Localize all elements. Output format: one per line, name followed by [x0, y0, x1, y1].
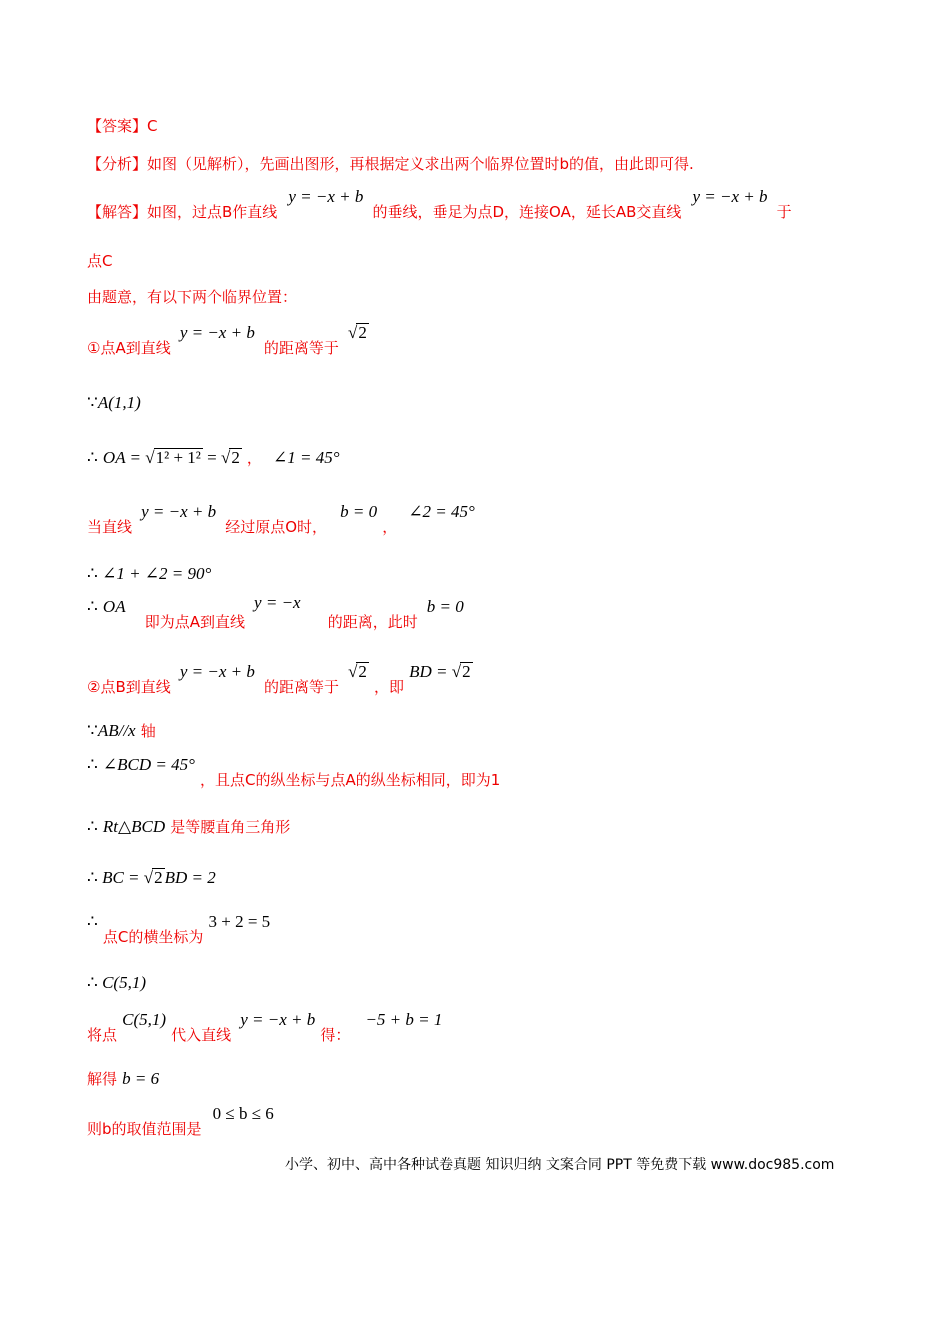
text: 是等腰直角三角形 [170, 818, 291, 836]
text: 轴 [140, 722, 156, 740]
b6: b = 6 [122, 1069, 160, 1088]
point-c [87, 974, 146, 991]
substitute-line [87, 1010, 443, 1044]
text: ，且点C的纵坐标与点A的纵坐标相同，即为1 [200, 771, 501, 789]
text: 即为点A到直线 [144, 613, 245, 631]
sqrt-radicand: 2 [358, 662, 367, 681]
line-through-origin [87, 502, 475, 536]
text: 的距离等于 [263, 339, 339, 357]
bcd-formula: ∠BCD = 45° [102, 755, 195, 774]
therefore-symbol: ∴ [87, 868, 98, 887]
eq: = [202, 448, 221, 467]
text: 于 [776, 203, 792, 221]
text: 的垂线，垂足为点D，连接OA，延长AB交直线 [372, 203, 682, 221]
text: 解得 [87, 1070, 118, 1088]
formula-line0: y = −x [254, 593, 301, 612]
bd-left: BD = [409, 662, 452, 681]
case1-line [87, 323, 369, 357]
solution-line-3: 由题意，有以下两个临界位置： [87, 288, 298, 306]
angle-sum [87, 565, 211, 582]
formula-line: y = −x + b [288, 187, 364, 206]
text: 则b的取值范围是 [87, 1120, 202, 1138]
therefore-symbol: ∴ [87, 448, 98, 467]
text: ②点B到直线 [87, 678, 171, 696]
angle2: ∠2 = 45° [408, 502, 475, 521]
therefore-symbol: ∴ [87, 597, 98, 616]
comma: ， [382, 518, 398, 536]
formula-sqrt2: √2 [348, 323, 367, 342]
text: ①点A到直线 [87, 339, 171, 357]
text: ，即 [374, 678, 405, 696]
oa-radicand: 1² + 1² [155, 448, 201, 467]
comma: ， [246, 449, 262, 467]
point-c-formula: C(5,1) [122, 1010, 167, 1029]
therefore-symbol: ∴ [87, 973, 98, 992]
range: 0 ≤ b ≤ 6 [212, 1104, 274, 1123]
sqrt-radicand: 2 [358, 323, 367, 342]
bc-right: BD = 2 [164, 868, 216, 887]
eq2: −5 + b = 1 [365, 1010, 443, 1029]
solution-line-2: 点C [87, 252, 113, 270]
range-line [87, 1104, 274, 1138]
rt-formula: Rt△BCD [102, 817, 166, 836]
oa: OA [102, 597, 126, 616]
therefore-symbol: ∴ [87, 755, 98, 774]
right-triangle [87, 818, 290, 835]
ab-formula: AB//x [97, 721, 136, 740]
solution-line-1 [87, 187, 792, 221]
b-zero: b = 0 [340, 502, 378, 521]
analysis-line: 【分析】如图（见解析），先画出图形，再根据定义求出两个临界位置时b的值，由此即可得. [87, 155, 694, 173]
sqrt-radicand: 2 [462, 662, 471, 681]
text: 将点 [87, 1026, 118, 1044]
angle1: ∠1 = 45° [273, 448, 340, 467]
therefore-symbol: ∴ [87, 912, 98, 931]
point-a: A(1,1) [97, 393, 141, 412]
formula-line: y = −x + b [141, 502, 217, 521]
c-x-coordinate [87, 912, 271, 946]
angle-bcd [87, 755, 501, 789]
ab-parallel [87, 722, 156, 739]
solve-line [87, 1070, 159, 1087]
text: 的距离，此时 [327, 613, 418, 631]
bc-line: ∴ BC = √2 BD = 2 [87, 868, 216, 887]
text: 经过原点O时， [225, 518, 328, 536]
point-c-formula: C(5,1) [102, 973, 146, 992]
text: 代入直线 [171, 1026, 232, 1044]
formula-line: y = −x + b [692, 187, 768, 206]
formula-line: y = −x + b [179, 323, 255, 342]
text: 当直线 [87, 518, 133, 536]
text: 的距离等于 [263, 678, 339, 696]
oa-left: OA = [102, 448, 146, 467]
formula-line: y = −x + b [240, 1010, 316, 1029]
text: 点C的横坐标为 [102, 928, 204, 946]
because-symbol: ∵ [87, 721, 98, 740]
sqrt-radicand: 2 [231, 448, 240, 467]
given-a [87, 394, 141, 411]
footer-text: 小学、初中、高中各种试卷真题 知识归纳 文案合同 PPT 等免费下载 www.doc985.com [285, 1157, 835, 1173]
therefore-symbol: ∴ [87, 564, 98, 583]
formula-line: y = −x + b [179, 662, 255, 681]
text: 【解答】如图，过点B作直线 [87, 203, 278, 221]
because-symbol: ∵ [87, 393, 98, 412]
oa-line: ∴ OA = √1² + 1² = √2 ， ∠1 = 45° [87, 448, 340, 467]
bc-left: BC = [102, 868, 144, 887]
text: 得： [320, 1026, 351, 1044]
therefore-symbol: ∴ [87, 817, 98, 836]
sqrt-radicand: 2 [154, 868, 163, 887]
case2-line: ②点B到直线 y = −x + b 的距离等于 √2 ，即 BD = √2 [87, 662, 471, 696]
sum5: 3 + 2 = 5 [208, 912, 271, 931]
oa-distance [87, 593, 464, 631]
answer-line: 【答案】C [87, 117, 158, 135]
b-zero: b = 0 [426, 597, 464, 616]
angle-sum-formula: ∠1 + ∠2 = 90° [102, 564, 212, 583]
